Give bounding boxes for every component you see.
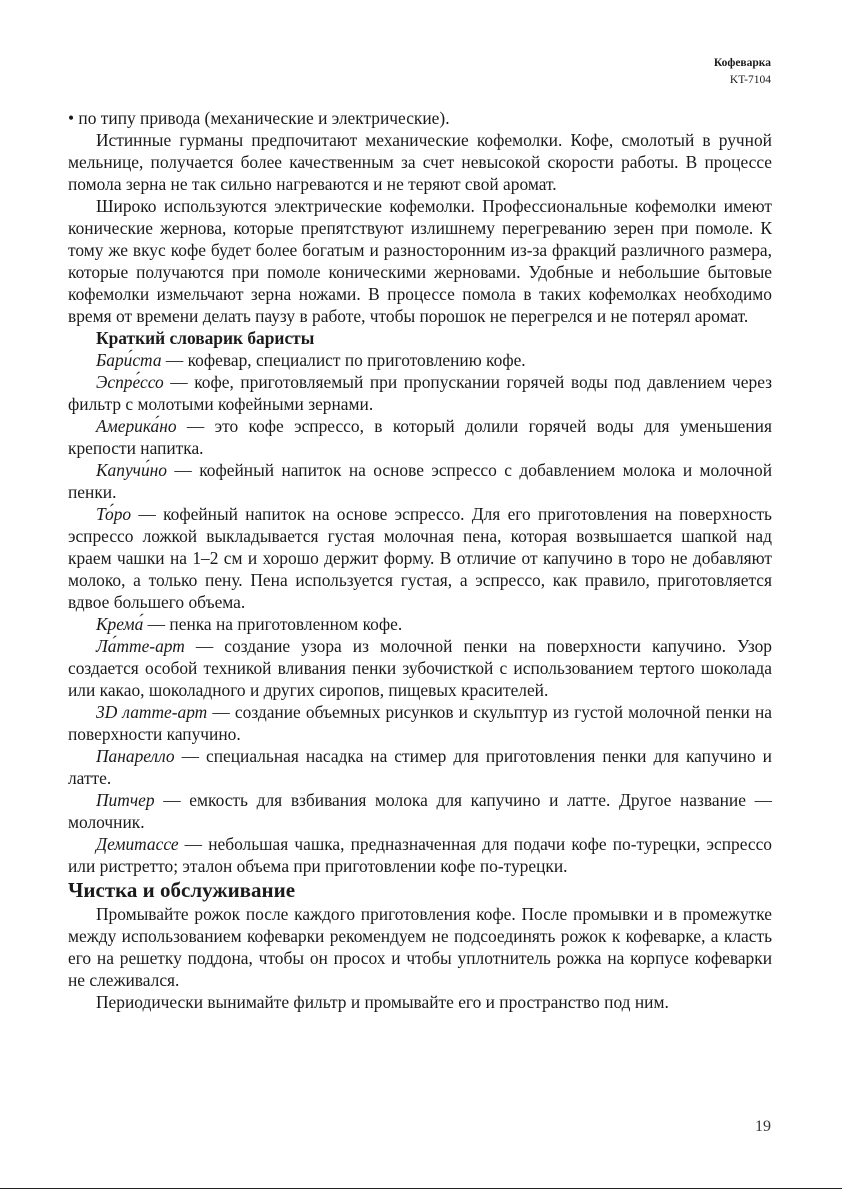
glossary-definition: — кофевар, специалист по приготовлению кофе. — [161, 350, 526, 370]
bullet-drive-type: • по типу привода (механические и электрические). — [68, 108, 450, 128]
glossary-term: Эспре́ссо — [96, 372, 164, 392]
glossary-entry — [68, 745, 772, 789]
glossary-definition: — пенка на приготовленном кофе. — [143, 614, 403, 634]
glossary-entry — [68, 833, 772, 877]
glossary-definition: — это кофе эспрессо, в который долили горячей воды для уменьшения крепости напитка. — [68, 416, 772, 458]
glossary-entry — [68, 613, 772, 635]
glossary-entry — [68, 701, 772, 745]
glossary-term: Ла́тте-арт — [96, 636, 185, 656]
paragraph: Периодически вынимайте фильтр и промывайте его и пространство под ним. — [96, 992, 669, 1012]
glossary-definition: — специальная насадка на стимер для приготовления пенки для капучино и латте. — [68, 746, 772, 788]
glossary-entry — [68, 635, 772, 701]
glossary-term: Демитассе — [96, 834, 179, 854]
glossary-definition: — кофейный напиток на основе эспрессо. Для его приготовления на поверхность эспрессо ложкой выкладывается густая молочная пена, которая возвышается шапкой над краем чашки на 1–2 см и хорошо держит форму. В отличие от капучино в торо не добавляют молоко, а только пену. Пена используется густая, а эспрессо, как правило, приготовляется вдвое большего объема. — [68, 504, 772, 612]
glossary-definition: — кофе, приготовляемый при пропускании горячей воды под давлением через фильтр с молотыми кофейными зернами. — [68, 372, 772, 414]
section-title: Чистка и обслуживание — [68, 878, 296, 902]
glossary-entry — [68, 789, 772, 833]
glossary-entry — [68, 371, 772, 415]
glossary-term: 3D латте-арт — [96, 702, 208, 722]
paragraph: Промывайте рожок после каждого приготовления кофе. После промывки и в промежутке между использованием кофеварки рекомендуем не подсоединять рожок к кофеварке, а класть его на решетку поддона, чтобы он просох и чтобы уплотнитель рожка на корпусе кофеварки не слеживался. — [68, 904, 772, 990]
glossary-term: Бари́ста — [96, 350, 162, 370]
glossary-term: Питчер — [96, 790, 155, 810]
running-header — [714, 55, 771, 89]
glossary-term: Капучи́но — [96, 460, 167, 480]
glossary-definition: — создание объемных рисунков и скульптур из густой молочной пенки на поверхности капучино. — [68, 702, 772, 744]
glossary-entry — [68, 503, 772, 613]
header-product: Кофеварка — [713, 57, 771, 69]
page-content — [68, 107, 772, 1013]
glossary-term: Крема́ — [96, 614, 144, 634]
glossary-definition: — создание узора из молочной пенки на поверхности капучино. Узор создается особой техникой вливания пенки зубочисткой с использованием тертого шоколада или какао, шоколадного и других сиропов, пищевых красителей. — [68, 636, 772, 700]
bottom-rule — [0, 1188, 842, 1189]
paragraph: Широко используются электрические кофемолки. Профессиональные кофемолки имеют конические жернова, которые препятствуют излишнему перегреванию зерен при помоле. К тому же вкус кофе будет более богатым и разносторонним из-за фракций различного размера, которые получаются при помоле коническими жерновами. Удобные и небольшие бытовые кофемолки измельчают зерна ножами. В процессе помола в таких кофемолках необходимо время от времени делать паузу в работе, чтобы порошок не перегрелся и не потерял аромат. — [68, 196, 772, 326]
glossary-term: То́ро — [96, 504, 132, 524]
glossary-term: Панарелло — [96, 746, 175, 766]
paragraph: Истинные гурманы предпочитают механические кофемолки. Кофе, смолотый в ручной мельнице, получается более качественным за счет невысокой скорости работы. В процессе помола зерна не так сильно нагреваются и не теряют свой аромат. — [68, 130, 772, 194]
glossary-entry — [68, 349, 772, 371]
glossary-entry — [68, 459, 772, 503]
glossary-definition: — кофейный напиток на основе эспрессо с добавлением молока и молочной пенки. — [68, 460, 772, 502]
glossary-entry — [68, 415, 772, 459]
glossary-term: Америка́но — [96, 416, 177, 436]
header-model: KT-7104 — [729, 74, 771, 86]
glossary-heading: Краткий словарик баристы — [96, 328, 315, 348]
page-number: 19 — [755, 1118, 771, 1135]
glossary-definition: — емкость для взбивания молока для капучино и латте. Другое название — молочник. — [68, 790, 772, 832]
glossary-definition: — небольшая чашка, предназначенная для подачи кофе по-турецки, эспрессо или ристретто; эталон объема при приготовлении кофе по-турецки. — [68, 834, 772, 876]
